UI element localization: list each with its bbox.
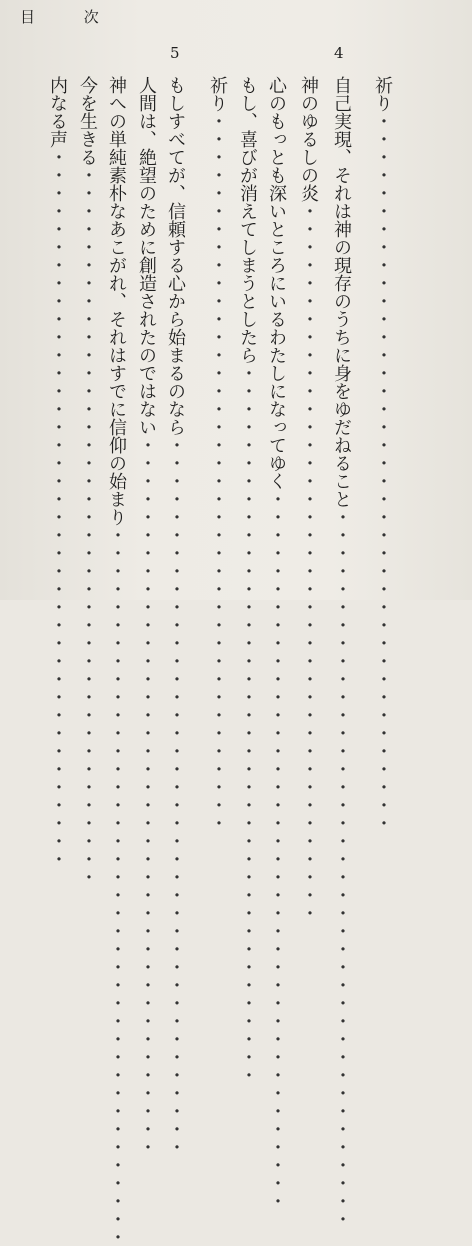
leader-dots: ・・・・・・・・・・・・・・・・・・・・・・・・・・・・・・・・・・・・・・・・	[331, 508, 352, 1228]
toc-entry[interactable]	[104, 76, 128, 1246]
leader-dots: ・・・・・・・・・・・・・・・・・・・・・・・・・・・・・・・・・・・・・・・・	[77, 166, 98, 886]
leader-dots: ・・・・・・・・・・・・・・・・・・・・・・・・・・・・・・・・・・・・・・・・	[207, 112, 228, 832]
toc-entry[interactable]	[370, 76, 394, 832]
toc-entry-title: 内なる声	[47, 76, 68, 148]
leader-dots: ・・・・・・・・・・・・・・・・・・・・・・・・・・・・・・・・・・・・・・・・	[266, 490, 287, 1210]
section-number-5: 5	[170, 44, 180, 62]
toc-entry[interactable]	[235, 76, 259, 1084]
toc-entry[interactable]	[134, 76, 158, 1156]
leader-dots: ・・・・・・・・・・・・・・・・・・・・・・・・・・・・・・・・・・・・・・・・	[165, 436, 186, 1156]
toc-entry-title: 祈り	[372, 76, 393, 112]
toc-heading: 目 次	[20, 8, 121, 26]
toc-entry[interactable]	[45, 76, 69, 868]
toc-entry[interactable]	[329, 76, 353, 1228]
leader-dots: ・・・・・・・・・・・・・・・・・・・・・・・・・・・・・・・・・・・・・・・・	[372, 112, 393, 832]
leader-dots: ・・・・・・・・・・・・・・・・・・・・・・・・・・・・・・・・・・・・・・・・	[298, 202, 319, 922]
leader-dots: ・・・・・・・・・・・・・・・・・・・・・・・・・・・・・・・・・・・・・・・・	[106, 526, 127, 1246]
toc-entry-title: 神のゆるしの炎	[298, 76, 319, 202]
toc-entry[interactable]	[163, 76, 187, 1156]
leader-dots: ・・・・・・・・・・・・・・・・・・・・・・・・・・・・・・・・・・・・・・・・	[237, 364, 258, 1084]
toc-entry-title: 神への単純素朴なあこがれ、それはすでに信仰の始まり	[106, 76, 127, 526]
toc-entry-title: 祈り	[207, 76, 228, 112]
toc-entry[interactable]	[264, 76, 288, 1210]
leader-dots: ・・・・・・・・・・・・・・・・・・・・・・・・・・・・・・・・・・・・・・・・	[136, 436, 157, 1156]
leader-dots: ・・・・・・・・・・・・・・・・・・・・・・・・・・・・・・・・・・・・・・・・	[47, 148, 68, 868]
toc-entry-title: 心のもっとも深いところにいるわたしになってゆく	[266, 76, 287, 490]
toc-entry-title: もし、喜びが消えてしまうとしたら	[237, 76, 258, 364]
toc-entry-title: 今を生きる	[77, 76, 98, 166]
toc-entry[interactable]	[296, 76, 320, 922]
toc-entry-title: もしすべてが、信頼する心から始まるのなら	[165, 76, 186, 436]
toc-entry-title: 自己実現、それは神の現存のうちに身をゆだねること	[331, 76, 352, 508]
toc-entry[interactable]	[75, 76, 99, 886]
toc-entry-title: 人間は、絶望のために創造されたのではない	[136, 76, 157, 436]
toc-entry[interactable]	[205, 76, 229, 832]
section-number-4: 4	[334, 44, 344, 62]
